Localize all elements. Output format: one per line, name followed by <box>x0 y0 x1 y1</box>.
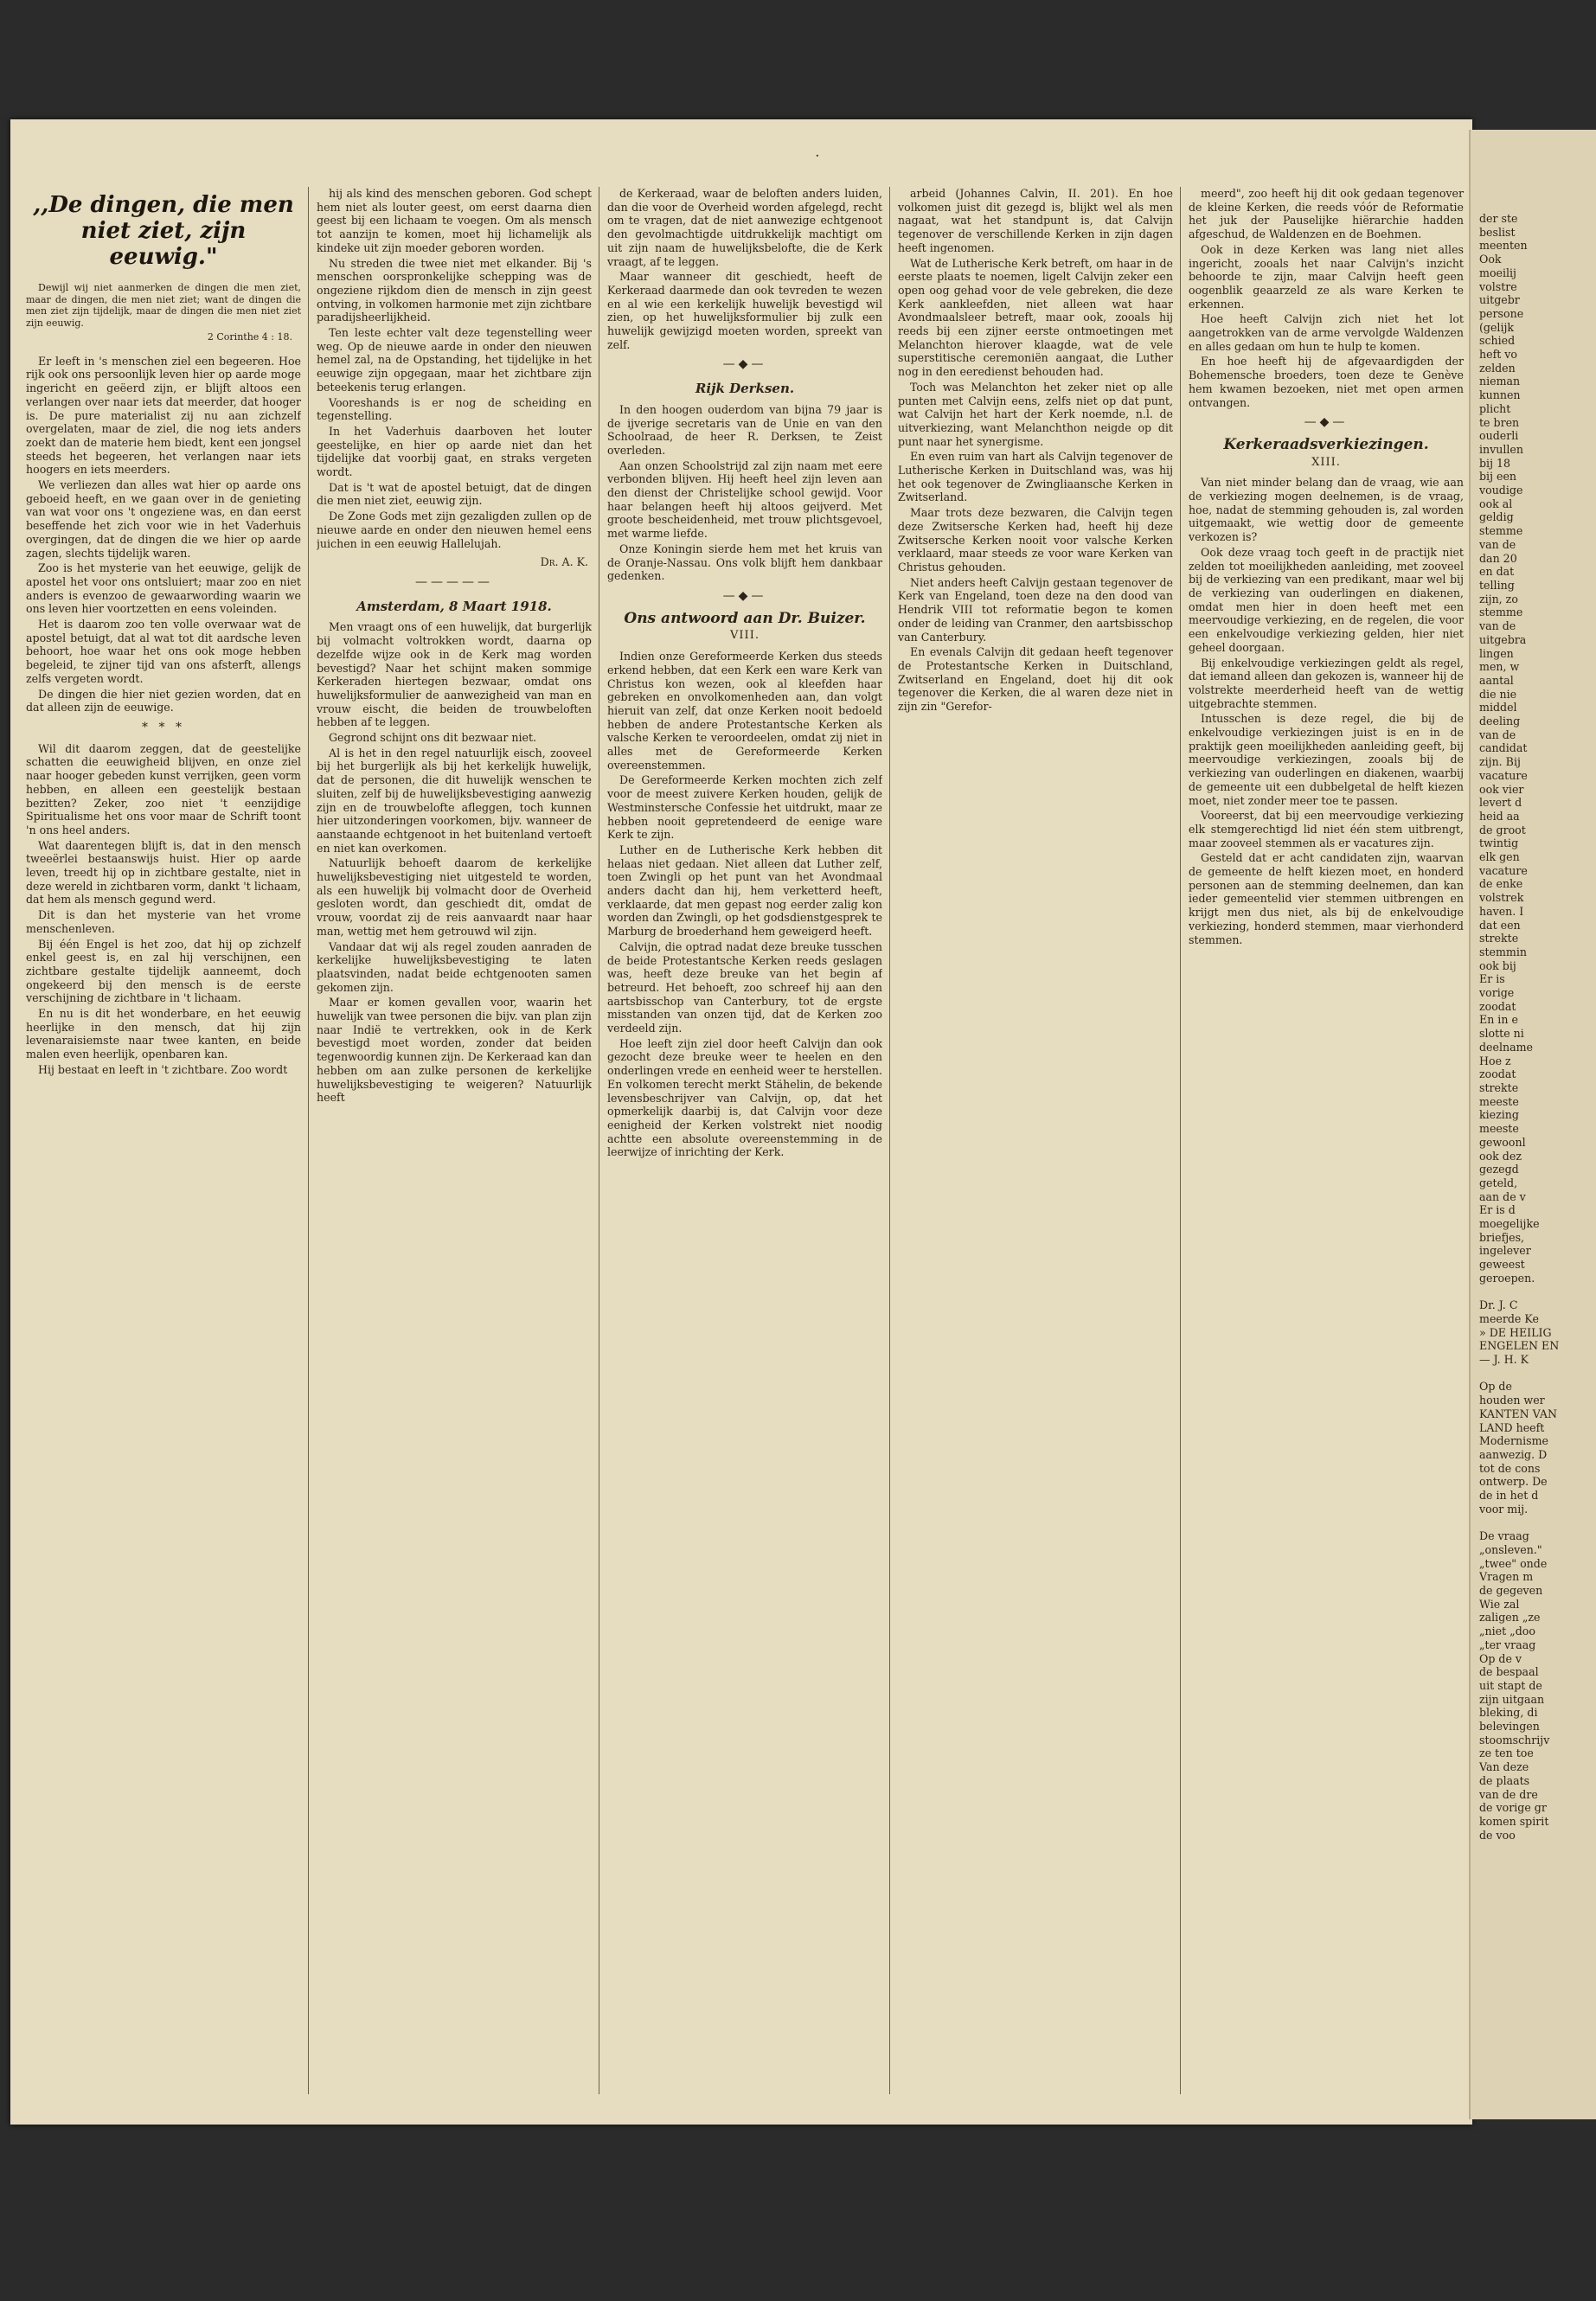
adjacent-page-line: de vorige gr <box>1479 1801 1547 1815</box>
adjacent-page-line: „onsleven." <box>1479 1542 1542 1556</box>
adjacent-page-line: stemme <box>1479 524 1523 538</box>
section-heading: Rijk Derksen. <box>695 381 795 397</box>
article-signature: Dr. A. K. <box>540 555 588 569</box>
adjacent-page-line: meeste <box>1479 1122 1519 1136</box>
article-paragraph: Van niet minder belang dan de vraag, wie aan de verkiezing mogen deelnemen, is de vraag, hoe, nadat de stemming gehouden is, zal worden uitgemaakt, wie wettig door de gemeente verkozen is? <box>1189 476 1464 544</box>
adjacent-page-line: twintig <box>1479 836 1519 850</box>
adjacent-page-column <box>1479 212 1596 2072</box>
article-paragraph: Niet anders heeft Calvijn gestaan tegenover de Kerk van Engeland, toen deze na den dood van Hendrik VIII tot reformatie begon te komen onder de leiding van Cranmer, den aartsbisschop van Canterbury. <box>898 575 1173 644</box>
article-paragraph: Nu streden die twee niet met elkander. Bij 's menschen oorspronkelijke schepping was de ongeziene rijkdom dien de mensch in zijn geest ontving, in volkomen harmonie met zijn zichtbare paradijsheerlijkheid. <box>317 256 592 324</box>
adjacent-page-line: zijn. Bij <box>1479 755 1521 769</box>
article-paragraph: arbeid (Johannes Calvin, II. 201). En hoe volkomen juist dit gezegd is, blijkt wel als men nagaat, wat het standpunt is, dat Calvijn tegenover de verschillende Kerken in zijn dagen heeft ingenomen. <box>898 187 1173 254</box>
adjacent-page-line: (gelijk <box>1479 320 1515 334</box>
adjacent-page-line: slotte ni <box>1479 1027 1524 1041</box>
adjacent-page-line: ontwerp. De <box>1479 1475 1548 1489</box>
adjacent-page-line: aanwezig. D <box>1479 1447 1548 1461</box>
article-paragraph: Hoe leeft zijn ziel door heeft Calvijn dan ook gezocht deze breuke weer te heelen en den onderlingen vrede en eenheid weer te herstellen. En volkomen terecht merkt Stähelin, de bekende levensbeschrijver van Calvijn, op, dat het opmerkelijk daarbij is, dat Calvijn voor deze eenigheid der Kerken volstrekt niet noodig achtte een absolute overeenstemming in de leerwijze of inrichting der Kerk. <box>607 1036 882 1159</box>
article-paragraph: Natuurlijk behoeft daarom de kerkelijke huwelijksbevestiging niet uitgesteld te worden, als een huwelijk bij volmacht door de Overheid gesloten wordt, dan geschiedt dit, omdat de vrouw, voordat zij de reis aanvaardt naar haar man, wettig met hem getrouwd wil zijn. <box>317 856 592 938</box>
adjacent-page-line: ouderli <box>1479 429 1519 443</box>
section-heading: Kerkeraadsverkiezingen. <box>1223 435 1429 453</box>
adjacent-page-line: die nie <box>1479 687 1517 701</box>
adjacent-page-line: vacature <box>1479 768 1528 782</box>
article-paragraph: Er leeft in 's menschen ziel een begeeren. Hoe rijk ook ons persoonlijk leven hier op aarde moge ingericht en geëerd zijn, er blijft altoos een verlangen over naar iets dat meerder, dat hooger is. De pure materialist zij nu aan zichzelf overgelaten, maar de ziel, die nog iets anders zoekt dan de materie hem biedt, kent een jongsel steeds het begeeren, het verlangen naar iets hoogers en iets meerders. <box>26 354 301 477</box>
adjacent-page-line: bij 18 <box>1479 456 1511 470</box>
article-paragraph: Men vraagt ons of een huwelijk, dat burgerlijk bij volmacht voltrokken wordt, daarna op dezelfde wijze ook in de Kerk mag worden bevestigd? Naar het schijnt maken sommige Kerkeraden hiertegen bezwaar, omdat ons huwelijksformulier de aanwezigheid van man en vrouw eischt, die beiden de trouwbeloften hebben af te leggen. <box>317 620 592 729</box>
adjacent-page-line: Wie zal <box>1479 1597 1520 1611</box>
adjacent-page-line: stemme <box>1479 606 1523 619</box>
adjacent-page-line: KANTEN VAN <box>1479 1407 1557 1420</box>
adjacent-page-line: invullen <box>1479 442 1523 456</box>
article-paragraph: We verliezen dan alles wat hier op aarde ons geboeid heeft, en we gaan over in de genieting van wat voor ons 't ongeziene was, en dan eerst beseffende het zich voor wie in het Vaderhuis overgingen, dat de dingen die we hier op aarde zagen, slechts tijdelijk waren. <box>26 478 301 560</box>
article-paragraph: En even ruim van hart als Calvijn tegenover de Lutherische Kerken in Duitschland was, was hij het ook tegenover de Zwingliaansche Kerken in Zwitserland. <box>898 450 1173 504</box>
section-divider: ————— <box>415 574 493 589</box>
adjacent-page-line: persone <box>1479 306 1524 320</box>
article-paragraph: De Gereformeerde Kerken mochten zich zelf voor de meest zuivere Kerken houden, gelijk de Westminstersche Confessie het uitdrukt, maar ze hebben nooit gepretendeerd de eenige ware Kerk te zijn. <box>607 773 882 842</box>
article-paragraph: In het Vaderhuis daarboven het louter geestelijke, en hier op aarde niet dan het tijdelijke dat voorbij gaat, en straks vergeten wordt. <box>317 424 592 479</box>
article-title: ,,De dingen, die men niet ziet, zijn eeuwig." <box>33 192 294 270</box>
adjacent-page-line: kiezing <box>1479 1108 1519 1122</box>
adjacent-page-line: uitgebra <box>1479 632 1527 646</box>
adjacent-page-line: en dat <box>1479 565 1515 579</box>
adjacent-page-line: men, w <box>1479 660 1520 674</box>
adjacent-page-line: briefjes, <box>1479 1230 1525 1244</box>
article-paragraph: Vooreerst, dat bij een meervoudige verkiezing elk stemgerechtigd lid niet één stem uitbrengt, maar zooveel stemmen als er vacatures zijn. <box>1189 809 1464 849</box>
adjacent-page-line: strekte <box>1479 932 1519 945</box>
page-header-strip <box>10 131 1472 166</box>
adjacent-page-line: ENGELEN EN <box>1479 1339 1560 1353</box>
adjacent-page-line: vacature <box>1479 863 1528 877</box>
adjacent-page-line: de in het d <box>1479 1489 1539 1503</box>
adjacent-page-line: strekte <box>1479 1081 1519 1094</box>
article-paragraph: Toch was Melanchton het zeker niet op alle punten met Calvijn eens, zelfs niet op dat punt, wat Calvijn het hart der Kerk noemde, n.l. de uitverkiezing, want Melanchthon neigde op dit punt naar het synergisme. <box>898 380 1173 448</box>
adjacent-page-line: belevingen <box>1479 1720 1540 1734</box>
article-paragraph: Indien onze Gereformeerde Kerken dus steeds erkend hebben, dat een Kerk een ware Kerk van Christus kon wezen, ook al kleefden haar gebreken en onvolkomenheden aan, dan volgt hieruit van zelf, dat onze Kerken nooit bedoeld hebben de andere Protestantsche Kerken als valsche Kerken te veroordeelen, omdat zij niet in alles met de Gereformeerde Kerken overeenstemmen. <box>607 650 882 772</box>
adjacent-page-line: „niet „doo <box>1479 1625 1535 1638</box>
column-rule <box>889 187 890 2094</box>
adjacent-page-line: Er is <box>1479 972 1505 986</box>
article-paragraph: Gesteld dat er acht candidaten zijn, waarvan de gemeente de helft kiezen moet, en honderd personen aan de stemming deelnemen, dan kan ieder gemeentelid vier stemmen uitbrengen en krijgt men dus niet, als bij de enkelvoudige verkiezing, honderd stemmen, maar vierhonderd stemmen. <box>1189 851 1464 946</box>
article-paragraph: Vandaar dat wij als regel zouden aanraden de kerkelijke huwelijksbevestiging te laten plaatsvinden, nadat beide echtgenooten samen gekomen zijn. <box>317 939 592 994</box>
article-paragraph: Ook in deze Kerken was lang niet alles ingericht, zooals het naar Calvijn's inzicht behoorde te zijn, maar Calvijn heeft geen oogenblik geaarzeld ze als ware Kerken te erkennen. <box>1189 242 1464 311</box>
adjacent-page-line: meenten <box>1479 239 1528 253</box>
adjacent-page-line: zelden <box>1479 361 1516 375</box>
adjacent-page-line: van de <box>1479 619 1516 633</box>
adjacent-page-line: dan 20 <box>1479 551 1517 565</box>
article-paragraph: Vooreshands is er nog de scheiding en tegenstelling. <box>317 395 592 423</box>
article-paragraph: Ten leste echter valt deze tegenstelling weer weg. Op de nieuwe aarde in onder den nieuwen hemel zal, na de Opstanding, het tijdelijke in het eeuwige zijn opgegaan, maar het zichtbare zijn beteekenis terug erlangen. <box>317 326 592 394</box>
adjacent-page-line: De vraag <box>1479 1529 1529 1543</box>
adjacent-page-line: „twee" onde <box>1479 1556 1548 1570</box>
adjacent-page-line: de gegeven <box>1479 1584 1543 1598</box>
adjacent-page-line: de enke <box>1479 877 1523 891</box>
article-paragraph: Onze Koningin sierde hem met het kruis van de Oranje-Nassau. Ons volk blijft hem dankbaar gedenken. <box>607 542 882 583</box>
article-paragraph: Wil dit daarom zeggen, dat de geestelijke schatten die eeuwigheid blijven, en onze ziel naar hooger gebeden kunst verrijken, geen vorm hebben, en alleen een geestelijk bestaan bezitten? Zeker, zoo niet 't eenzijdige Spiritualisme het ons voor maar de Schrift toont 'n ons heel anders. <box>26 741 301 836</box>
adjacent-page-line: de plaats <box>1479 1773 1530 1787</box>
section-ornament: —◆— <box>722 357 767 372</box>
adjacent-page-line: telling <box>1479 578 1515 592</box>
adjacent-page-line: — J. H. K <box>1479 1353 1529 1367</box>
adjacent-page-line: aantal <box>1479 673 1514 687</box>
column-rule <box>308 187 309 2094</box>
adjacent-page-line: geldig <box>1479 510 1514 524</box>
adjacent-page-line: deeling <box>1479 715 1521 728</box>
column-4 <box>898 187 1173 2094</box>
adjacent-page-line: levert d <box>1479 796 1522 810</box>
article-paragraph: De Zone Gods met zijn gezaligden zullen op de nieuwe aarde en onder den nieuwen hemel eens juichen in een eeuwig Hallelujah. <box>317 510 592 550</box>
adjacent-page-line: te bren <box>1479 415 1520 429</box>
adjacent-page-line: meerde Ke <box>1479 1311 1539 1325</box>
adjacent-page-line: de groot <box>1479 823 1526 836</box>
adjacent-page-line: de bespaal <box>1479 1665 1539 1679</box>
column-rule <box>1180 187 1181 2094</box>
adjacent-page-line <box>1479 1285 1596 1299</box>
adjacent-page-line: ook dez <box>1479 1149 1522 1163</box>
article-paragraph: Zoo is het mysterie van het eeuwige, gelijk de apostel het voor ons ontsluiert; maar zoo en niet anders is evenzoo de gewaarwording waarin we ons leven hier voortzetten en eens voleinden. <box>26 561 301 616</box>
section-ornament: * * * <box>142 720 185 734</box>
adjacent-page-line: voudige <box>1479 484 1523 497</box>
adjacent-page-line: ook al <box>1479 497 1513 510</box>
article-paragraph: Het is daarom zoo ten volle overwaar wat de apostel betuigt, dat al wat tot dit aardsche leven behoort, hoe waar het ons ook moge hebben begeleid, te zijner tijd van ons afsterft, allengs zelfs vergeten wordt. <box>26 618 301 685</box>
adjacent-page-line: voor mij. <box>1479 1502 1529 1516</box>
adjacent-page-line: ze ten toe <box>1479 1747 1534 1760</box>
section-ornament: —◆— <box>722 588 767 603</box>
adjacent-page-line: houden wer <box>1479 1394 1545 1407</box>
adjacent-page-line: heid aa <box>1479 809 1520 823</box>
adjacent-page-line: haven. I <box>1479 904 1524 918</box>
adjacent-page-line: „ter vraag <box>1479 1638 1536 1651</box>
epigraph-reference: 2 Corinthe 4 : 18. <box>207 331 292 343</box>
adjacent-page-line: Van deze <box>1479 1760 1529 1774</box>
adjacent-page-line: uitgebr <box>1479 293 1520 307</box>
adjacent-page-line: aan de v <box>1479 1189 1526 1203</box>
adjacent-page-line <box>1479 1516 1596 1530</box>
article-paragraph: Dit is dan het mysterie van het vrome menschenleven. <box>26 908 301 935</box>
adjacent-page-line: Op de <box>1479 1380 1512 1394</box>
article-paragraph: hij als kind des menschen geboren. God schept hem niet als louter geest, om eerst daarna dien geest bij een lichaam te voegen. Om als mensch tot aanzijn te komen, moet hij lichamelijk als kindeke uit zijn moeder geboren worden. <box>317 187 592 254</box>
article-paragraph: Wat de Lutherische Kerk betreft, om haar in de eerste plaats te noemen, ligelt Calvijn zeker een open oog gehad voor de vele gebreken, die deze Kerk aankleefden, niet alleen wat haar Avondmaalsleer betreft, maar ook, zooals hij reeds bij een zijner eerste ontmoetingen met Melanchton hierover klaagde, wat de vele superstitische ceremoniën aangaat, die Luther nog in den eeredienst behouden had. <box>898 256 1173 379</box>
adjacent-page-line: moegelijke <box>1479 1217 1540 1231</box>
section-number: XIII. <box>1311 455 1341 469</box>
article-paragraph: Ook deze vraag toch geeft in de practijk niet zelden tot moeilijkheden aanleiding, met zooveel bij de verkiezing van een predikant, maar wel bij de verkiezing van ouderlingen en diakenen, omdat men hier in doen heeft met een meervoudige verkiezing, en de regelen, die voor een enkelvoudige verkiezing gelden, hier niet geheel doorgaan. <box>1189 545 1464 654</box>
adjacent-page-line: tot de cons <box>1479 1461 1541 1475</box>
adjacent-page-line: geteld, <box>1479 1176 1518 1189</box>
article-paragraph: De dingen die hier niet gezien worden, dat en dat alleen zijn de eeuwige. <box>26 687 301 715</box>
article-paragraph: Bij enkelvoudige verkiezingen geldt als regel, dat iemand alleen dan gekozen is, wanneer hij de volstrekte meerderheid heeft van de wettig uitgebrachte stemmen. <box>1189 656 1464 710</box>
adjacent-page-line: geroepen. <box>1479 1271 1535 1285</box>
adjacent-page-line: van de <box>1479 727 1516 741</box>
column-3 <box>607 187 882 2094</box>
article-paragraph: Intusschen is deze regel, die bij de enkelvoudige verkiezingen juist is en in de praktijk geen moeilijkheden aanleiding geeft, bij meervoudige verkiezingen, zooals bij de verkiezing van ouderlingen en diakenen, waarbij de gemeente uit een dubbelgetal de helft kiezen moet, niet zonder meer toe te passen. <box>1189 712 1464 807</box>
article-paragraph: En hoe heeft hij de afgevaardigden der Bohemensche broeders, toen deze te Genève hem kwamen bezoeken, niet met open armen ontvangen. <box>1189 355 1464 409</box>
adjacent-page-line: Dr. J. C <box>1479 1298 1518 1312</box>
adjacent-page-line: geweest <box>1479 1258 1525 1272</box>
adjacent-page-line: beslist <box>1479 225 1516 239</box>
adjacent-page-line: Hoe z <box>1479 1054 1511 1067</box>
adjacent-page-line: stoomschrijv <box>1479 1733 1550 1747</box>
adjacent-page-line: de voo <box>1479 1828 1516 1842</box>
article-paragraph: Calvijn, die optrad nadat deze breuke tusschen de beide Protestantsche Kerken reeds geslagen was, heeft deze breuke van het begin af betreurd. Het behoeft, zoo schreef hij aan den aartsbisschop van Canterbury, tot de ergste misstanden van onzen tijd, dat de Kerken zoo verdeeld zijn. <box>607 939 882 1035</box>
adjacent-page-edge <box>1469 130 1596 2119</box>
adjacent-page-line: candidat <box>1479 741 1528 755</box>
adjacent-page-line: schied <box>1479 334 1516 348</box>
adjacent-page-line: deelname <box>1479 1040 1534 1054</box>
article-paragraph: Hij bestaat en leeft in 't zichtbare. Zoo wordt <box>38 1062 288 1076</box>
column-1 <box>26 187 301 2094</box>
article-paragraph: Luther en de Lutherische Kerk hebben dit helaas niet gedaan. Niet alleen dat Luther zelf, toen Zwingli op het punt van het Avondmaal anders dacht dan hij, hem verketterd heeft, verklaarde, dat men gepast nog eerder zalig kon worden dan Zwingli, op het godsdienstgesprek te Marburg de broederhand hem geweigerd heeft. <box>607 843 882 939</box>
adjacent-page-line: Er is d <box>1479 1203 1516 1217</box>
article-paragraph: Maar er komen gevallen voor, waarin het huwelijk van twee personen die bijv. van plan zijn naar Indië te vertrekken, ook in de Kerk bevestigd moet worden, zonder dat beiden tegenwoordig kunnen zijn. De Kerkeraad kan dan hebben om aan zulke personen de kerkelijke huwelijksbevestiging te weigeren? Natuurlijk heeft <box>317 996 592 1105</box>
adjacent-page-line: vorige <box>1479 986 1515 1000</box>
adjacent-page-line: zoodat <box>1479 999 1516 1013</box>
article-paragraph: de Kerkeraad, waar de beloften anders luiden, dan die voor de Overheid worden afgelegd, recht om te vragen, dat de niet aanwezige echtgenoot den gevolmachtigde uitdrukkelijk machtigt om uit zijn naam de huwelijksbelofte, die de Kerk vraagt, af te leggen. <box>607 187 882 268</box>
adjacent-page-line: elk gen <box>1479 850 1520 864</box>
article-epigraph: Dewijl wij niet aanmerken de dingen die men ziet, maar de dingen, die men niet ziet; want de dingen die men ziet zijn tijdelijk, maar de dingen die men niet ziet zijn eeuwig. <box>26 282 301 329</box>
adjacent-page-line: ook bij <box>1479 958 1516 972</box>
adjacent-page-line: volstre <box>1479 279 1517 293</box>
adjacent-page-line: » DE HEILIG <box>1479 1325 1552 1339</box>
adjacent-page-line: ingelever <box>1479 1244 1531 1258</box>
adjacent-page-line: meeste <box>1479 1094 1519 1108</box>
column-2 <box>317 187 592 2094</box>
adjacent-page-line: zaligen „ze <box>1479 1611 1541 1625</box>
adjacent-page-line: uit stapt de <box>1479 1678 1542 1692</box>
section-heading: Ons antwoord aan Dr. Buizer. <box>624 609 866 627</box>
adjacent-page-line: bleking, di <box>1479 1706 1538 1720</box>
section-ornament: —◆— <box>1304 415 1349 430</box>
adjacent-page-line: zijn, zo <box>1479 592 1518 606</box>
article-paragraph: Al is het in den regel natuurlijk eisch, zooveel bij het burgerlijk als bij het kerkelijk huwelijk, dat de personen, die dit huwelijk wenschen te sluiten, zelf bij de huwelijksbevestiging aanwezig zijn en de trouwbelofte afleggen, toch kunnen hier uitzonderingen voorkomen, bijv. wanneer de aanstaande echtgenoot in het buitenland vertoeft en niet kan overkomen. <box>317 746 592 855</box>
adjacent-page-line: komen spirit <box>1479 1814 1549 1828</box>
adjacent-page-line <box>1479 1367 1596 1381</box>
adjacent-page-line: nieman <box>1479 375 1521 388</box>
adjacent-page-line: der ste <box>1479 212 1518 225</box>
article-paragraph: meerd", zoo heeft hij dit ook gedaan tegenover de kleine Kerken, die reeds vóór de Reformatie het juk der Pauselijke hiërarchie hadden afgeschud, de Waldenzen en de Boehmen. <box>1189 187 1464 241</box>
adjacent-page-line: van de dre <box>1479 1787 1538 1801</box>
article-paragraph: Wat daarentegen blijft is, dat in den mensch tweeërlei bestaanswijs huist. Hier op aarde leven, treedt hij op in zichtbare gestalte, niet in deze wereld in zichtbaren vorm, dankt 't lichaam, dat hem als mensch gegund werd. <box>26 838 301 907</box>
article-paragraph: En evenals Calvijn dit gedaan heeft tegenover de Protestantsche Kerken in Duitschland, Zwitserland en Engeland, doet hij dit ook tegenover die Kerken, die al waren deze niet in zijn zin "Gerefor- <box>898 645 1173 714</box>
adjacent-page-line: plicht <box>1479 401 1511 415</box>
adjacent-page-line: gezegd <box>1479 1163 1519 1176</box>
adjacent-page-line: Ook <box>1479 253 1502 266</box>
column-5 <box>1189 187 1464 2094</box>
adjacent-page-line: kunnen <box>1479 388 1521 402</box>
adjacent-page-line: moeilij <box>1479 266 1516 279</box>
adjacent-page-line: van de <box>1479 537 1516 551</box>
article-paragraph: En nu is dit het wonderbare, en het eeuwig heerlijke in den mensch, dat hij zijn levenaraisiemste naar twee kanten, en beide malen even heerlijk, openbaren kan. <box>26 1007 301 1061</box>
article-paragraph: In den hoogen ouderdom van bijna 79 jaar is de ijverige secretaris van de Unie en van den Schoolraad, de heer R. Derksen, te Zeist overleden. <box>607 402 882 457</box>
article-paragraph: Hoe heeft Calvijn zich niet het lot aangetrokken van de arme vervolgde Waldenzen en alles gedaan om hun te hulp te komen. <box>1189 312 1464 353</box>
page-number-mark: · <box>815 147 820 165</box>
adjacent-page-line: dat een <box>1479 918 1521 932</box>
article-paragraph: Gegrond schijnt ons dit bezwaar niet. <box>329 731 537 745</box>
adjacent-page-line: LAND heeft <box>1479 1420 1545 1434</box>
adjacent-page-line: heft vo <box>1479 348 1517 362</box>
adjacent-page-line: ook vier <box>1479 782 1524 796</box>
adjacent-page-line: Modernisme <box>1479 1434 1549 1448</box>
adjacent-page-line: Vragen m <box>1479 1570 1534 1584</box>
adjacent-page-line: stemmin <box>1479 945 1527 958</box>
adjacent-page-line: gewoonl <box>1479 1135 1526 1149</box>
adjacent-page-line: Op de v <box>1479 1651 1522 1665</box>
adjacent-page-line: zoodat <box>1479 1067 1516 1081</box>
section-number: VIII. <box>730 629 760 643</box>
adjacent-page-line: zijn uitgaan <box>1479 1692 1545 1706</box>
adjacent-page-line: lingen <box>1479 646 1514 660</box>
article-paragraph: Maar wanneer dit geschiedt, heeft de Kerkeraad daarmede dan ook tevreden te wezen en al wie een kerkelijk huwelijk bevestigd wil zien, op het huwelijksformulier bij zulk een huwelijk gewijzigd moeten worden, spreekt van zelf. <box>607 270 882 351</box>
adjacent-page-line: En in e <box>1479 1013 1518 1027</box>
article-paragraph: Dat is 't wat de apostel betuigt, dat de dingen die men niet ziet, eeuwig zijn. <box>317 480 592 508</box>
adjacent-page-line: middel <box>1479 701 1517 715</box>
adjacent-page-line: bij een <box>1479 470 1517 484</box>
article-paragraph: Maar trots deze bezwaren, die Calvijn tegen deze Zwitsersche Kerken had, heeft hij deze Zwitsersche Kerken nooit voor valsche Kerken verklaard, maar steeds ze voor ware Kerken van Christus gehouden. <box>898 506 1173 574</box>
adjacent-page-line: volstrek <box>1479 891 1524 905</box>
section-heading: Amsterdam, 8 Maart 1918. <box>356 598 552 614</box>
article-paragraph: Aan onzen Schoolstrijd zal zijn naam met eere verbonden blijven. Hij heeft heel zijn leven aan den dienst der Christelijke school gewijd. Voor haar belangen heeft hij altoos geijverd. Met groote bescheidenheid, met trouw plichtsgevoel, met warme liefde. <box>607 458 882 541</box>
article-paragraph: Bij één Engel is het zoo, dat hij op zichzelf enkel geest is, en zal hij verschijnen, een zichtbare gestalte tijdelijk aanneemt, doch ongekeerd bij den mensch is de eerste verschijning de zichtbare in 't lichaam. <box>26 937 301 1005</box>
newspaper-page <box>10 119 1472 2125</box>
